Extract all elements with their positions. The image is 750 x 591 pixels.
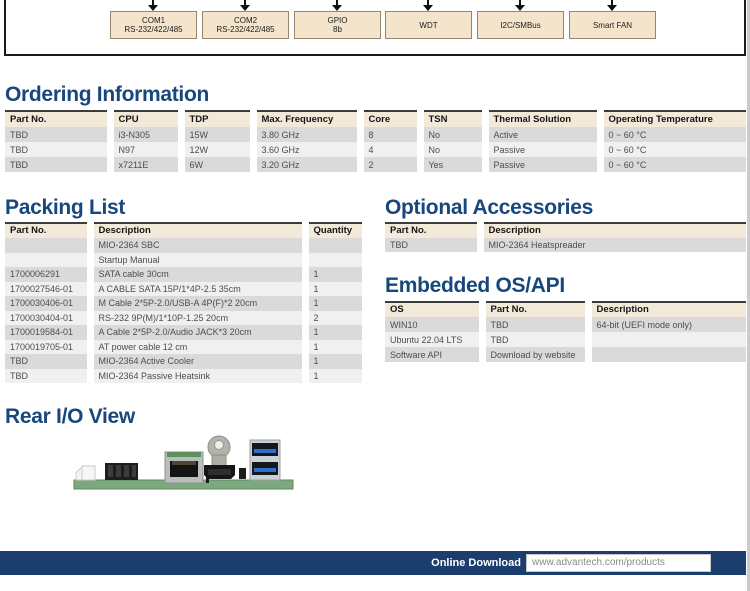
table-cell: 4 (360, 142, 420, 157)
table-cell: 3.60 GHz (253, 142, 360, 157)
table-cell (305, 238, 362, 253)
download-url-box[interactable] (526, 554, 711, 572)
table-row (5, 311, 362, 326)
table-cell: 1 (305, 267, 362, 282)
table-cell: Ubuntu 22.04 LTS (385, 332, 482, 347)
table-cell: 64-bit (UEFI mode only) (588, 317, 746, 332)
table-cell: 1700019705-01 (5, 340, 90, 355)
table-cell (305, 253, 362, 268)
diagram-box: COM1 RS-232/422/485 (110, 11, 197, 39)
column-header: CPU (110, 111, 181, 127)
column-header: Description (588, 302, 746, 317)
table-cell: MIO-2364 SBC (90, 238, 305, 253)
table-cell: i3-N305 (110, 127, 181, 142)
table-cell: N97 (110, 142, 181, 157)
table-cell: WIN10 (385, 317, 482, 332)
table-cell: 1700027546-01 (5, 282, 90, 297)
ordering-table (5, 110, 746, 172)
table-row (5, 142, 746, 157)
table-row (5, 157, 746, 172)
table-row (5, 325, 362, 340)
online-download-label: Online Download (431, 557, 521, 569)
download-url-link[interactable]: www.advantech.com/products (532, 557, 665, 568)
table-cell: M Cable 2*5P-2.0/USB-A 4P(F)*2 20cm (90, 296, 305, 311)
rear-io-board-image (66, 430, 306, 494)
table-cell: TBD (482, 332, 588, 347)
table-cell: 1 (305, 340, 362, 355)
diagram-box: GPIO 8b (294, 11, 381, 39)
packing-list-title: Packing List (5, 196, 126, 219)
table-cell: 1700019584-01 (5, 325, 90, 340)
table-row (5, 340, 362, 355)
column-header: Operating Temperature (600, 111, 746, 127)
table-cell: 1700030406-01 (5, 296, 90, 311)
optional-accessories-title: Optional Accessories (385, 196, 593, 219)
table-cell (588, 332, 746, 347)
table-cell: TBD (385, 238, 480, 252)
table-row (5, 127, 746, 142)
table-cell: AT power cable 12 cm (90, 340, 305, 355)
table-cell (5, 253, 90, 268)
diagram-box: COM2 RS-232/422/485 (202, 11, 289, 39)
column-header: Quantity (305, 223, 362, 238)
table-cell: TBD (5, 354, 90, 369)
table-cell: 3.80 GHz (253, 127, 360, 142)
table-cell: 1 (305, 282, 362, 297)
table-cell: Download by website (482, 347, 588, 362)
table-cell: Software API (385, 347, 482, 362)
table-cell: 8 (360, 127, 420, 142)
column-header: Part No. (482, 302, 588, 317)
table-cell: MIO-2364 Passive Heatsink (90, 369, 305, 384)
table-cell (588, 347, 746, 362)
table-row (385, 332, 746, 347)
diagram-box: WDT (385, 11, 472, 39)
table-header-row (5, 111, 746, 127)
column-header: Part No. (385, 223, 480, 238)
footer-download-bar (0, 551, 746, 575)
table-row (5, 267, 362, 282)
table-cell: 0 ~ 60 °C (600, 157, 746, 172)
table-cell: Active (485, 127, 600, 142)
table-cell: A CABLE SATA 15P/1*4P-2.5 35cm (90, 282, 305, 297)
table-cell: 15W (181, 127, 253, 142)
table-cell: 3.20 GHz (253, 157, 360, 172)
table-cell: 1 (305, 354, 362, 369)
column-header: Thermal Solution (485, 111, 600, 127)
table-cell: 2 (360, 157, 420, 172)
table-header-row (385, 302, 746, 317)
block-diagram-frame (4, 0, 746, 56)
column-header: TSN (420, 111, 485, 127)
table-cell: TBD (5, 369, 90, 384)
diagram-box: Smart FAN (569, 11, 656, 39)
table-header-row (385, 223, 746, 238)
table-row (385, 317, 746, 332)
table-row (5, 296, 362, 311)
table-cell: 0 ~ 60 °C (600, 142, 746, 157)
table-cell: TBD (5, 142, 110, 157)
table-cell: 1700006291 (5, 267, 90, 282)
table-cell: SATA cable 30cm (90, 267, 305, 282)
column-header: Part No. (5, 111, 110, 127)
table-cell: 12W (181, 142, 253, 157)
table-cell: 1 (305, 325, 362, 340)
table-cell: 0 ~ 60 °C (600, 127, 746, 142)
table-cell: Startup Manual (90, 253, 305, 268)
table-cell: TBD (5, 157, 110, 172)
table-cell: 1 (305, 296, 362, 311)
table-row (5, 253, 362, 268)
table-cell: 2 (305, 311, 362, 326)
table-cell: MIO-2364 Active Cooler (90, 354, 305, 369)
table-cell: No (420, 127, 485, 142)
diagram-box: I2C/SMBus (477, 11, 564, 39)
table-header-row (5, 223, 362, 238)
table-cell: TBD (482, 317, 588, 332)
table-cell: Yes (420, 157, 485, 172)
table-cell: 6W (181, 157, 253, 172)
table-cell: Passive (485, 142, 600, 157)
table-cell: Passive (485, 157, 600, 172)
packing-table (5, 222, 362, 383)
table-cell: MIO-2364 Heatspreader (480, 238, 746, 252)
accessories-table (385, 222, 746, 252)
ordering-information-title: Ordering Information (5, 83, 210, 106)
table-cell: TBD (5, 127, 110, 142)
column-header: OS (385, 302, 482, 317)
column-header: Max. Frequency (253, 111, 360, 127)
table-cell: 1 (305, 369, 362, 384)
rear-io-view-title: Rear I/O View (5, 405, 135, 428)
table-cell: x7211E (110, 157, 181, 172)
column-header: Core (360, 111, 420, 127)
column-header: Description (480, 223, 746, 238)
embedded-os-api-title: Embedded OS/API (385, 274, 565, 297)
table-row (5, 369, 362, 384)
table-row (385, 347, 746, 362)
column-header: TDP (181, 111, 253, 127)
table-cell: No (420, 142, 485, 157)
table-cell: A Cable 2*5P-2.0/Audio JACK*3 20cm (90, 325, 305, 340)
table-cell (5, 238, 90, 253)
os-api-table (385, 301, 746, 362)
column-header: Part No. (5, 223, 90, 238)
table-cell: RS-232 9P(M)/1*10P-1.25 20cm (90, 311, 305, 326)
table-row (5, 282, 362, 297)
column-header: Description (90, 223, 305, 238)
table-cell: 1700030404-01 (5, 311, 90, 326)
table-row (385, 238, 746, 252)
table-row (5, 354, 362, 369)
table-row (5, 238, 362, 253)
